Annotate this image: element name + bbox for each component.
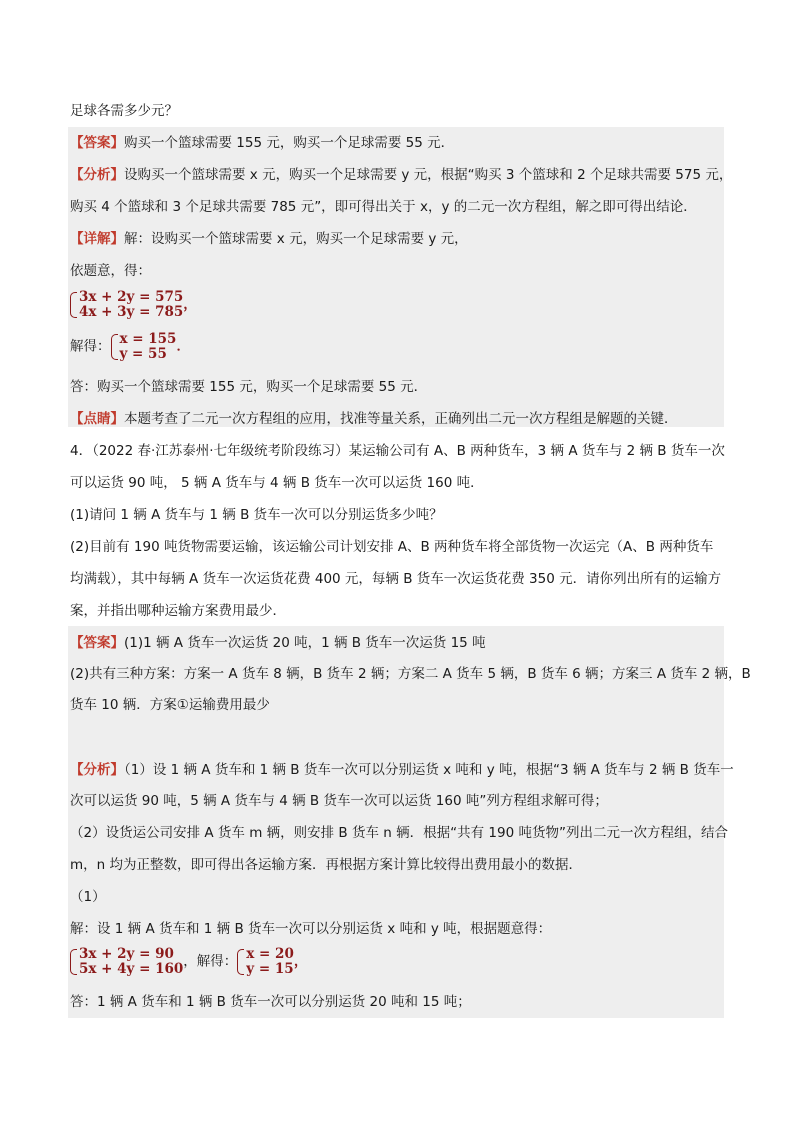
solve-label: 解得：: [70, 338, 111, 355]
comment-text: 本题考查了二元一次方程组的应用，找准等量关系，正确列出二元一次方程组是解题的关键．: [124, 411, 678, 427]
analysis-line-2: 购买 4 个篮球和 3 个足球共需要 785 元”，即可得出关于 x，y 的二元一次方程组，解之即可得出结论．: [70, 199, 697, 215]
analysis4-line-6: 解：设 1 辆 A 货车和 1 辆 B 货车一次可以分别运货 x 吨和 y 吨，根据题意得：: [70, 921, 552, 937]
question4-line-2: 可以运货 90 吨， 5 辆 A 货车与 4 辆 B 货车一次可以运货 160 吨．: [70, 475, 484, 491]
sol2-line-b: y = 15: [246, 961, 294, 977]
analysis-line-1: [70, 165, 732, 185]
question4-line-6: 案，并指出哪种运输方案费用最少．: [70, 603, 286, 619]
eq2-mid-label: ，解得：: [183, 953, 238, 970]
answer4-line-3: 货车 10 辆．方案①运输费用最少: [70, 697, 270, 713]
equation-system-1: [70, 290, 197, 320]
question4-line-4: (2)目前有 190 吨货物需要运输，该运输公司计划安排 A、B 两种货车将全部货物一次运完（A、B 两种货车: [70, 539, 714, 555]
eq1-line-b: 4x + 3y = 785: [79, 304, 184, 320]
analysis4-line-5: （1）: [70, 889, 106, 905]
answer-line: [70, 133, 454, 153]
eq1-line-a: 3x + 2y = 575: [79, 289, 184, 305]
answer4-text-1: (1)1 辆 A 货车一次运货 20 吨，1 辆 B 货车一次运货 15 吨: [124, 635, 486, 651]
sol2-tail: ，: [293, 953, 308, 970]
analysis-text-1: 设购买一个篮球需要 x 元，购买一个足球需要 y 元，根据“购买 3 个篮球和 2 个足球共需要 575 元，: [124, 167, 733, 183]
comment-tag: 【点睛】: [70, 411, 124, 427]
equation-system-2: [70, 947, 307, 977]
question4-line-5: 均满载），其中每辆 A 货车一次运货花费 400 元，每辆 B 货车一次运货花费 350 元．请你列出所有的运输方: [70, 571, 722, 587]
solution-system-1: [70, 332, 190, 362]
detail-line-1: [70, 229, 468, 249]
sol1-tail: ．: [176, 338, 190, 355]
answer-text: 购买一个篮球需要 155 元，购买一个足球需要 55 元．: [124, 135, 455, 151]
detail-answer: 答：购买一个篮球需要 155 元，购买一个足球需要 55 元．: [70, 379, 428, 395]
question4-line-1: 4．（2022 春·江苏泰州·七年级统考阶段练习）某运输公司有 A、B 两种货车，3 辆 A 货车与 2 辆 B 货车一次: [70, 443, 725, 459]
question4-line-3: (1)请问 1 辆 A 货车与 1 辆 B 货车一次可以分别运货多少吨？: [70, 507, 443, 523]
analysis4-text-1: （1）设 1 辆 A 货车和 1 辆 B 货车一次可以分别运货 x 吨和 y 吨，根据“3 辆 A 货车与 2 辆 B 货车一: [124, 762, 734, 778]
comment-line: [70, 409, 678, 429]
analysis-tag: 【分析】: [70, 167, 124, 183]
eq1-tail: ，: [183, 296, 197, 313]
sol1-line-b: y = 55: [119, 346, 167, 362]
sol1-line-a: x = 155: [119, 331, 177, 347]
detail-text-1: 解：设购买一个篮球需要 x 元，购买一个足球需要 y 元，: [124, 231, 468, 247]
analysis4-line-4: m，n 均为正整数，即可得出各运输方案．再根据方案计算比较得出费用最小的数据．: [70, 857, 582, 873]
analysis4-answer: 答：1 辆 A 货车和 1 辆 B 货车一次可以分别运货 20 吨和 15 吨；: [70, 994, 471, 1010]
analysis4-line-3: （2）设货运公司安排 A 货车 m 辆，则安排 B 货车 n 辆．根据“共有 190 吨货物”列出二元一次方程组，结合: [70, 825, 728, 841]
analysis4-tag: 【分析】: [70, 762, 124, 778]
detail-tag: 【详解】: [70, 231, 124, 247]
answer4-line-2: (2)共有三种方案：方案一 A 货车 8 辆，B 货车 2 辆；方案二 A 货车 5 辆，B 货车 6 辆；方案三 A 货车 2 辆，B: [70, 666, 751, 682]
analysis4-line-1: [70, 760, 734, 780]
question-tail: 足球各需多少元？: [70, 103, 178, 119]
detail-line-2: 依题意，得：: [70, 263, 151, 279]
sol2-line-a: x = 20: [246, 946, 294, 962]
eq2-line-b: 5x + 4y = 160: [79, 961, 184, 977]
answer4-line-1: [70, 633, 486, 653]
answer4-tag: 【答案】: [70, 635, 124, 651]
eq2-line-a: 3x + 2y = 90: [79, 946, 174, 962]
answer-tag: 【答案】: [70, 135, 124, 151]
analysis4-line-2: 次可以运货 90 吨，5 辆 A 货车与 4 辆 B 货车一次可以运货 160 吨”列方程组求解可得；: [70, 793, 608, 809]
